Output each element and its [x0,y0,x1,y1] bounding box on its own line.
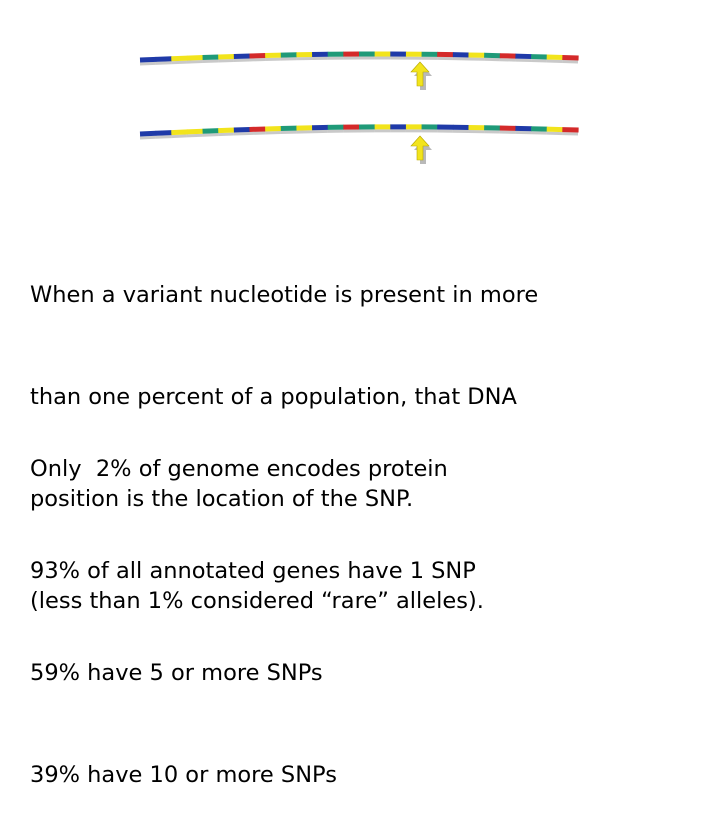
nucleotide-segment [203,57,219,58]
text-line: When a variant nucleotide is present in more [30,278,538,312]
genome-statistics-text [30,384,476,826]
nucleotide-segment [171,58,187,59]
snp-arrow-bottom-icon [411,136,432,164]
text-line: 59% have 5 or more SNPs [30,656,476,690]
nucleotide-segment [171,132,187,133]
strand-shadow-segment [140,137,156,138]
nucleotide-segment [140,133,156,134]
dna-strand-top [140,54,579,64]
nucleotide-segment [203,131,219,132]
text-line: (less than 1% considered “rare” alleles). [30,584,538,618]
text-line: 39% have 10 or more SNPs [30,758,476,792]
nucleotide-segment [140,59,156,60]
strand-shadow-segment [171,136,187,137]
nucleotide-segment [187,131,203,132]
strand-shadow-segment [250,133,266,134]
text-line: position is the location of the SNP. [30,482,538,516]
strand-shadow-segment [218,60,234,61]
nucleotide-segment [156,133,172,134]
dna-strand-bottom [140,127,579,138]
nucleotide-segment [156,59,172,60]
nucleotide-segment [250,129,266,130]
text-line: Only 2% of genome encodes protein [30,452,476,486]
strand-shadow-segment [203,135,219,136]
text-line: 93% of all annotated genes have 1 SNP [30,554,476,588]
strand-shadow-segment [156,137,172,138]
strand-shadow-segment [140,63,156,64]
nucleotide-segment [187,58,203,59]
strand-shadow-segment [218,134,234,135]
nucleotide-segment [218,56,234,57]
text-line: than one percent of a population, that DNA [30,380,538,414]
strand-shadow-segment [234,133,250,134]
strand-shadow-segment [203,61,219,62]
nucleotide-segment [218,130,234,131]
nucleotide-segment [234,129,250,130]
strand-shadow-segment [156,63,172,64]
dna-snp-illustration [0,0,720,200]
strand-shadow-segment [187,135,203,136]
snp-arrow-top-icon [411,62,432,90]
strand-shadow-segment [187,62,203,63]
strand-shadow-segment [171,62,187,63]
